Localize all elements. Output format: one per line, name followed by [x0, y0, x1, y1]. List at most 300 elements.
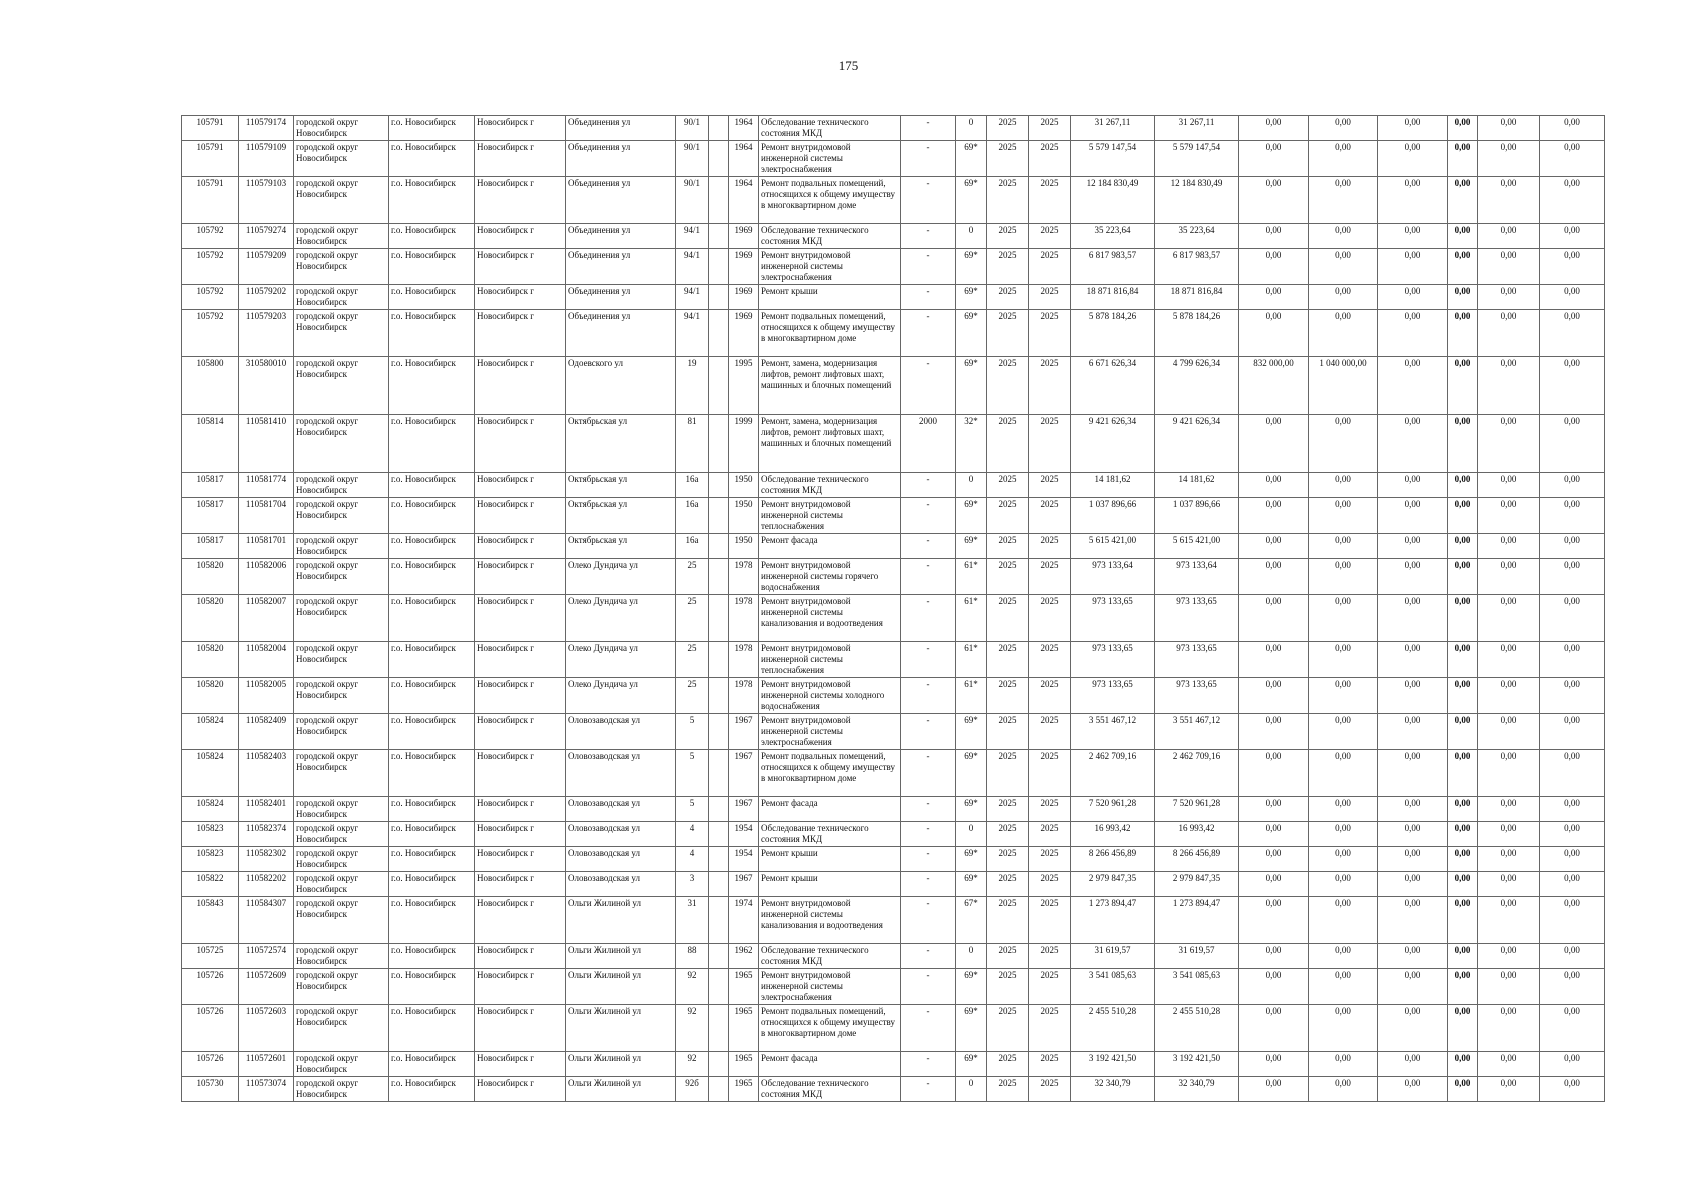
cell-fed: 0,00: [1239, 559, 1309, 595]
cell-work: Ремонт, замена, модернизация лифтов, ремонт лифтовых шахт, машинных и блочных помещений: [759, 415, 901, 473]
cell-code: 110572574: [239, 944, 294, 969]
cell-city: Новосибирск г: [475, 285, 566, 310]
cell-code: 110582401: [239, 797, 294, 822]
cell-last-repair: -: [901, 678, 956, 714]
cell-mun: 0,00: [1378, 750, 1448, 797]
cell-plan-start: 2025: [987, 249, 1029, 285]
cell-owner-min: 0,00: [1448, 1052, 1478, 1077]
cell-plan-start: 2025: [987, 498, 1029, 534]
cell-fund: 12 184 830,49: [1155, 177, 1239, 224]
cell-mun: 0,00: [1378, 559, 1448, 595]
cell-plan-end: 2025: [1029, 177, 1071, 224]
cell-fund: 5 579 147,54: [1155, 141, 1239, 177]
cell-city: Новосибирск г: [475, 249, 566, 285]
cell-city: Новосибирск г: [475, 1005, 566, 1052]
cell-fed: 0,00: [1239, 1077, 1309, 1102]
cell-fund: 31 619,57: [1155, 944, 1239, 969]
cell-owner-extra: 0,00: [1478, 285, 1540, 310]
cell-id: 105824: [182, 750, 239, 797]
cell-district: городской округ Новосибирск: [294, 310, 389, 357]
table-row: [182, 797, 1605, 822]
cell-total: 8 266 456,89: [1071, 847, 1155, 872]
cell-street: Объединения ул: [566, 141, 676, 177]
cell-municipality: г.о. Новосибирск: [389, 797, 475, 822]
cell-reg: 0,00: [1309, 285, 1378, 310]
cell-wear: 32*: [956, 415, 987, 473]
cell-reg: 0,00: [1309, 897, 1378, 944]
cell-work: Обследование технического состояния МКД: [759, 1077, 901, 1102]
table-row: [182, 141, 1605, 177]
cell-owner-extra: 0,00: [1478, 1077, 1540, 1102]
cell-municipality: г.о. Новосибирск: [389, 642, 475, 678]
cell-plan-end: 2025: [1029, 897, 1071, 944]
cell-fed: 0,00: [1239, 678, 1309, 714]
cell-fed: 0,00: [1239, 116, 1309, 141]
page-number: 175: [838, 58, 859, 73]
table-row: [182, 750, 1605, 797]
cell-other: 0,00: [1540, 224, 1605, 249]
cell-plan-end: 2025: [1029, 415, 1071, 473]
cell-fed: 0,00: [1239, 944, 1309, 969]
cell-letter: [709, 498, 729, 534]
cell-municipality: г.о. Новосибирск: [389, 750, 475, 797]
cell-code: 110579274: [239, 224, 294, 249]
cell-house: 25: [676, 642, 709, 678]
cell-city: Новосибирск г: [475, 750, 566, 797]
cell-owner-extra: 0,00: [1478, 249, 1540, 285]
cell-plan-start: 2025: [987, 1052, 1029, 1077]
cell-reg: 0,00: [1309, 847, 1378, 872]
cell-owner-extra: 0,00: [1478, 678, 1540, 714]
cell-municipality: г.о. Новосибирск: [389, 141, 475, 177]
cell-letter: [709, 897, 729, 944]
cell-last-repair: -: [901, 944, 956, 969]
cell-owner-min: 0,00: [1448, 559, 1478, 595]
cell-work: Ремонт, замена, модернизация лифтов, ремонт лифтовых шахт, машинных и блочных помещений: [759, 357, 901, 415]
cell-owner-extra: 0,00: [1478, 797, 1540, 822]
cell-street: Олеко Дундича ул: [566, 678, 676, 714]
cell-reg: 0,00: [1309, 473, 1378, 498]
cell-city: Новосибирск г: [475, 1052, 566, 1077]
cell-city: Новосибирск г: [475, 642, 566, 678]
cell-work: Обследование технического состояния МКД: [759, 822, 901, 847]
cell-work: Ремонт крыши: [759, 285, 901, 310]
cell-owner-extra: 0,00: [1478, 872, 1540, 897]
cell-letter: [709, 473, 729, 498]
table-row: [182, 310, 1605, 357]
cell-mun: 0,00: [1378, 1077, 1448, 1102]
cell-fed: 0,00: [1239, 534, 1309, 559]
cell-code: 110582006: [239, 559, 294, 595]
cell-letter: [709, 750, 729, 797]
cell-last-repair: -: [901, 642, 956, 678]
cell-plan-start: 2025: [987, 897, 1029, 944]
cell-wear: 61*: [956, 595, 987, 642]
cell-city: Новосибирск г: [475, 797, 566, 822]
cell-mun: 0,00: [1378, 249, 1448, 285]
cell-other: 0,00: [1540, 944, 1605, 969]
cell-id: 105726: [182, 969, 239, 1005]
cell-last-repair: -: [901, 872, 956, 897]
cell-district: городской округ Новосибирск: [294, 750, 389, 797]
cell-total: 2 979 847,35: [1071, 872, 1155, 897]
cell-total: 16 993,42: [1071, 822, 1155, 847]
cell-street: Олеко Дундича ул: [566, 642, 676, 678]
cell-year: 1964: [729, 116, 759, 141]
cell-work: Ремонт внутридомовой инженерной системы теплоснабжения: [759, 642, 901, 678]
cell-plan-start: 2025: [987, 310, 1029, 357]
table-row: [182, 678, 1605, 714]
table-row: [182, 872, 1605, 897]
cell-code: 110581410: [239, 415, 294, 473]
cell-last-repair: -: [901, 1005, 956, 1052]
cell-fund: 5 878 184,26: [1155, 310, 1239, 357]
cell-fed: 0,00: [1239, 473, 1309, 498]
cell-year: 1950: [729, 473, 759, 498]
cell-last-repair: -: [901, 969, 956, 1005]
cell-owner-extra: 0,00: [1478, 224, 1540, 249]
cell-work: Ремонт крыши: [759, 872, 901, 897]
cell-municipality: г.о. Новосибирск: [389, 847, 475, 872]
cell-reg: 0,00: [1309, 116, 1378, 141]
table-row: [182, 595, 1605, 642]
cell-last-repair: -: [901, 1077, 956, 1102]
cell-code: 110581774: [239, 473, 294, 498]
cell-plan-end: 2025: [1029, 1052, 1071, 1077]
cell-street: Объединения ул: [566, 224, 676, 249]
cell-municipality: г.о. Новосибирск: [389, 177, 475, 224]
cell-total: 31 619,57: [1071, 944, 1155, 969]
cell-plan-end: 2025: [1029, 224, 1071, 249]
cell-year: 1950: [729, 534, 759, 559]
cell-owner-extra: 0,00: [1478, 415, 1540, 473]
cell-owner-extra: 0,00: [1478, 357, 1540, 415]
cell-plan-end: 2025: [1029, 141, 1071, 177]
cell-fed: 0,00: [1239, 141, 1309, 177]
cell-house: 92: [676, 1052, 709, 1077]
cell-house: 4: [676, 847, 709, 872]
cell-street: Ольги Жилиной ул: [566, 944, 676, 969]
cell-plan-start: 2025: [987, 872, 1029, 897]
cell-district: городской округ Новосибирск: [294, 1052, 389, 1077]
cell-work: Ремонт внутридомовой инженерной системы электроснабжения: [759, 141, 901, 177]
cell-other: 0,00: [1540, 141, 1605, 177]
cell-house: 90/1: [676, 141, 709, 177]
cell-house: 5: [676, 714, 709, 750]
cell-street: Октябрьская ул: [566, 473, 676, 498]
cell-fed: 0,00: [1239, 224, 1309, 249]
cell-district: городской округ Новосибирск: [294, 473, 389, 498]
cell-total: 9 421 626,34: [1071, 415, 1155, 473]
cell-owner-min: 0,00: [1448, 415, 1478, 473]
cell-district: городской округ Новосибирск: [294, 872, 389, 897]
cell-owner-extra: 0,00: [1478, 141, 1540, 177]
cell-code: 110582007: [239, 595, 294, 642]
cell-id: 105800: [182, 357, 239, 415]
cell-other: 0,00: [1540, 595, 1605, 642]
cell-year: 1978: [729, 595, 759, 642]
cell-other: 0,00: [1540, 822, 1605, 847]
cell-other: 0,00: [1540, 969, 1605, 1005]
cell-municipality: г.о. Новосибирск: [389, 310, 475, 357]
cell-work: Ремонт подвальных помещений, относящихся к общему имуществу в многоквартирном доме: [759, 750, 901, 797]
cell-house: 5: [676, 750, 709, 797]
cell-work: Ремонт внутридомовой инженерной системы электроснабжения: [759, 714, 901, 750]
cell-wear: 69*: [956, 498, 987, 534]
cell-house: 16а: [676, 498, 709, 534]
cell-work: Ремонт подвальных помещений, относящихся к общему имуществу в многоквартирном доме: [759, 310, 901, 357]
cell-house: 19: [676, 357, 709, 415]
cell-id: 105843: [182, 897, 239, 944]
cell-plan-end: 2025: [1029, 534, 1071, 559]
table-row: [182, 897, 1605, 944]
cell-district: городской округ Новосибирск: [294, 285, 389, 310]
cell-plan-end: 2025: [1029, 473, 1071, 498]
cell-municipality: г.о. Новосибирск: [389, 249, 475, 285]
cell-work: Обследование технического состояния МКД: [759, 944, 901, 969]
cell-owner-extra: 0,00: [1478, 473, 1540, 498]
cell-mun: 0,00: [1378, 141, 1448, 177]
cell-total: 1 037 896,66: [1071, 498, 1155, 534]
cell-id: 105726: [182, 1052, 239, 1077]
cell-plan-start: 2025: [987, 595, 1029, 642]
cell-other: 0,00: [1540, 750, 1605, 797]
cell-owner-min: 0,00: [1448, 249, 1478, 285]
cell-municipality: г.о. Новосибирск: [389, 897, 475, 944]
cell-last-repair: -: [901, 750, 956, 797]
cell-plan-start: 2025: [987, 822, 1029, 847]
cell-reg: 0,00: [1309, 1005, 1378, 1052]
cell-municipality: г.о. Новосибирск: [389, 595, 475, 642]
cell-wear: 69*: [956, 797, 987, 822]
cell-code: 110584307: [239, 897, 294, 944]
cell-mun: 0,00: [1378, 1052, 1448, 1077]
cell-last-repair: -: [901, 285, 956, 310]
cell-work: Ремонт внутридомовой инженерной системы канализования и водоотведения: [759, 897, 901, 944]
cell-reg: 0,00: [1309, 595, 1378, 642]
cell-owner-extra: 0,00: [1478, 559, 1540, 595]
cell-fed: 0,00: [1239, 897, 1309, 944]
cell-total: 1 273 894,47: [1071, 897, 1155, 944]
cell-other: 0,00: [1540, 310, 1605, 357]
cell-municipality: г.о. Новосибирск: [389, 944, 475, 969]
cell-other: 0,00: [1540, 1005, 1605, 1052]
cell-plan-start: 2025: [987, 944, 1029, 969]
cell-wear: 69*: [956, 1052, 987, 1077]
cell-id: 105817: [182, 498, 239, 534]
cell-house: 94/1: [676, 310, 709, 357]
cell-municipality: г.о. Новосибирск: [389, 1005, 475, 1052]
cell-owner-min: 0,00: [1448, 944, 1478, 969]
cell-district: городской округ Новосибирск: [294, 642, 389, 678]
cell-owner-min: 0,00: [1448, 822, 1478, 847]
cell-reg: 0,00: [1309, 224, 1378, 249]
cell-reg: 0,00: [1309, 750, 1378, 797]
cell-code: 110582202: [239, 872, 294, 897]
cell-work: Обследование технического состояния МКД: [759, 116, 901, 141]
cell-id: 105820: [182, 642, 239, 678]
cell-code: 110581704: [239, 498, 294, 534]
cell-wear: 61*: [956, 642, 987, 678]
cell-mun: 0,00: [1378, 944, 1448, 969]
cell-fed: 0,00: [1239, 285, 1309, 310]
cell-letter: [709, 797, 729, 822]
cell-district: городской округ Новосибирск: [294, 249, 389, 285]
cell-city: Новосибирск г: [475, 678, 566, 714]
cell-municipality: г.о. Новосибирск: [389, 1077, 475, 1102]
cell-street: Октябрьская ул: [566, 415, 676, 473]
cell-mun: 0,00: [1378, 177, 1448, 224]
cell-year: 1974: [729, 897, 759, 944]
cell-year: 1969: [729, 285, 759, 310]
cell-plan-start: 2025: [987, 116, 1029, 141]
cell-letter: [709, 595, 729, 642]
cell-year: 1967: [729, 714, 759, 750]
cell-id: 105820: [182, 595, 239, 642]
cell-year: 1999: [729, 415, 759, 473]
cell-fund: 1 037 896,66: [1155, 498, 1239, 534]
cell-reg: 0,00: [1309, 534, 1378, 559]
cell-reg: 0,00: [1309, 415, 1378, 473]
cell-total: 6 671 626,34: [1071, 357, 1155, 415]
table-row: [182, 847, 1605, 872]
cell-district: городской округ Новосибирск: [294, 116, 389, 141]
cell-other: 0,00: [1540, 872, 1605, 897]
cell-fund: 7 520 961,28: [1155, 797, 1239, 822]
cell-other: 0,00: [1540, 847, 1605, 872]
cell-last-repair: -: [901, 116, 956, 141]
cell-other: 0,00: [1540, 177, 1605, 224]
cell-fund: 8 266 456,89: [1155, 847, 1239, 872]
cell-letter: [709, 285, 729, 310]
cell-plan-end: 2025: [1029, 116, 1071, 141]
cell-plan-start: 2025: [987, 224, 1029, 249]
cell-street: Октябрьская ул: [566, 498, 676, 534]
cell-letter: [709, 1077, 729, 1102]
cell-reg: 0,00: [1309, 678, 1378, 714]
cell-other: 0,00: [1540, 473, 1605, 498]
cell-house: 25: [676, 678, 709, 714]
cell-total: 3 541 085,63: [1071, 969, 1155, 1005]
cell-letter: [709, 714, 729, 750]
cell-city: Новосибирск г: [475, 415, 566, 473]
cell-work: Ремонт подвальных помещений, относящихся к общему имуществу в многоквартирном доме: [759, 177, 901, 224]
cell-city: Новосибирск г: [475, 897, 566, 944]
cell-wear: 0: [956, 473, 987, 498]
cell-other: 0,00: [1540, 498, 1605, 534]
cell-code: 110579109: [239, 141, 294, 177]
cell-total: 2 462 709,16: [1071, 750, 1155, 797]
cell-district: городской округ Новосибирск: [294, 534, 389, 559]
table-row: [182, 357, 1605, 415]
cell-owner-min: 0,00: [1448, 750, 1478, 797]
cell-fund: 973 133,64: [1155, 559, 1239, 595]
cell-owner-extra: 0,00: [1478, 642, 1540, 678]
cell-wear: 69*: [956, 714, 987, 750]
cell-plan-end: 2025: [1029, 285, 1071, 310]
cell-mun: 0,00: [1378, 595, 1448, 642]
cell-code: 110579174: [239, 116, 294, 141]
cell-code: 110579203: [239, 310, 294, 357]
cell-city: Новосибирск г: [475, 714, 566, 750]
cell-street: Олеко Дундича ул: [566, 595, 676, 642]
cell-total: 973 133,65: [1071, 678, 1155, 714]
cell-owner-min: 0,00: [1448, 714, 1478, 750]
table-row: [182, 1005, 1605, 1052]
cell-municipality: г.о. Новосибирск: [389, 714, 475, 750]
cell-owner-extra: 0,00: [1478, 1005, 1540, 1052]
cell-wear: 69*: [956, 969, 987, 1005]
cell-house: 92: [676, 969, 709, 1005]
cell-code: 110572601: [239, 1052, 294, 1077]
cell-total: 3 192 421,50: [1071, 1052, 1155, 1077]
cell-last-repair: -: [901, 714, 956, 750]
cell-plan-end: 2025: [1029, 310, 1071, 357]
cell-fed: 832 000,00: [1239, 357, 1309, 415]
cell-district: городской округ Новосибирск: [294, 357, 389, 415]
cell-year: 1954: [729, 822, 759, 847]
cell-mun: 0,00: [1378, 872, 1448, 897]
cell-letter: [709, 141, 729, 177]
cell-plan-start: 2025: [987, 714, 1029, 750]
table-row: [182, 249, 1605, 285]
cell-mun: 0,00: [1378, 969, 1448, 1005]
cell-district: городской округ Новосибирск: [294, 847, 389, 872]
cell-reg: 0,00: [1309, 944, 1378, 969]
cell-house: 81: [676, 415, 709, 473]
cell-fed: 0,00: [1239, 1052, 1309, 1077]
cell-fund: 3 192 421,50: [1155, 1052, 1239, 1077]
cell-plan-end: 2025: [1029, 872, 1071, 897]
cell-id: 105820: [182, 559, 239, 595]
cell-fund: 6 817 983,57: [1155, 249, 1239, 285]
cell-code: 110582005: [239, 678, 294, 714]
cell-street: Октябрьская ул: [566, 534, 676, 559]
table-row: [182, 415, 1605, 473]
cell-plan-start: 2025: [987, 415, 1029, 473]
cell-other: 0,00: [1540, 1077, 1605, 1102]
cell-house: 90/1: [676, 177, 709, 224]
cell-total: 7 520 961,28: [1071, 797, 1155, 822]
table-row: [182, 1052, 1605, 1077]
cell-other: 0,00: [1540, 1052, 1605, 1077]
cell-total: 973 133,65: [1071, 595, 1155, 642]
cell-fed: 0,00: [1239, 498, 1309, 534]
cell-street: Объединения ул: [566, 116, 676, 141]
cell-letter: [709, 642, 729, 678]
cell-owner-min: 0,00: [1448, 847, 1478, 872]
cell-plan-start: 2025: [987, 1005, 1029, 1052]
cell-total: 12 184 830,49: [1071, 177, 1155, 224]
cell-work: Ремонт фасада: [759, 534, 901, 559]
cell-last-repair: -: [901, 310, 956, 357]
cell-house: 94/1: [676, 224, 709, 249]
cell-wear: 0: [956, 116, 987, 141]
cell-wear: 0: [956, 224, 987, 249]
cell-last-repair: -: [901, 357, 956, 415]
cell-last-repair: -: [901, 797, 956, 822]
cell-owner-min: 0,00: [1448, 872, 1478, 897]
cell-owner-extra: 0,00: [1478, 498, 1540, 534]
cell-total: 14 181,62: [1071, 473, 1155, 498]
cell-owner-min: 0,00: [1448, 969, 1478, 1005]
cell-total: 32 340,79: [1071, 1077, 1155, 1102]
cell-fund: 2 979 847,35: [1155, 872, 1239, 897]
cell-fed: 0,00: [1239, 847, 1309, 872]
cell-street: Оловозаводская ул: [566, 847, 676, 872]
cell-city: Новосибирск г: [475, 534, 566, 559]
cell-district: городской округ Новосибирск: [294, 944, 389, 969]
